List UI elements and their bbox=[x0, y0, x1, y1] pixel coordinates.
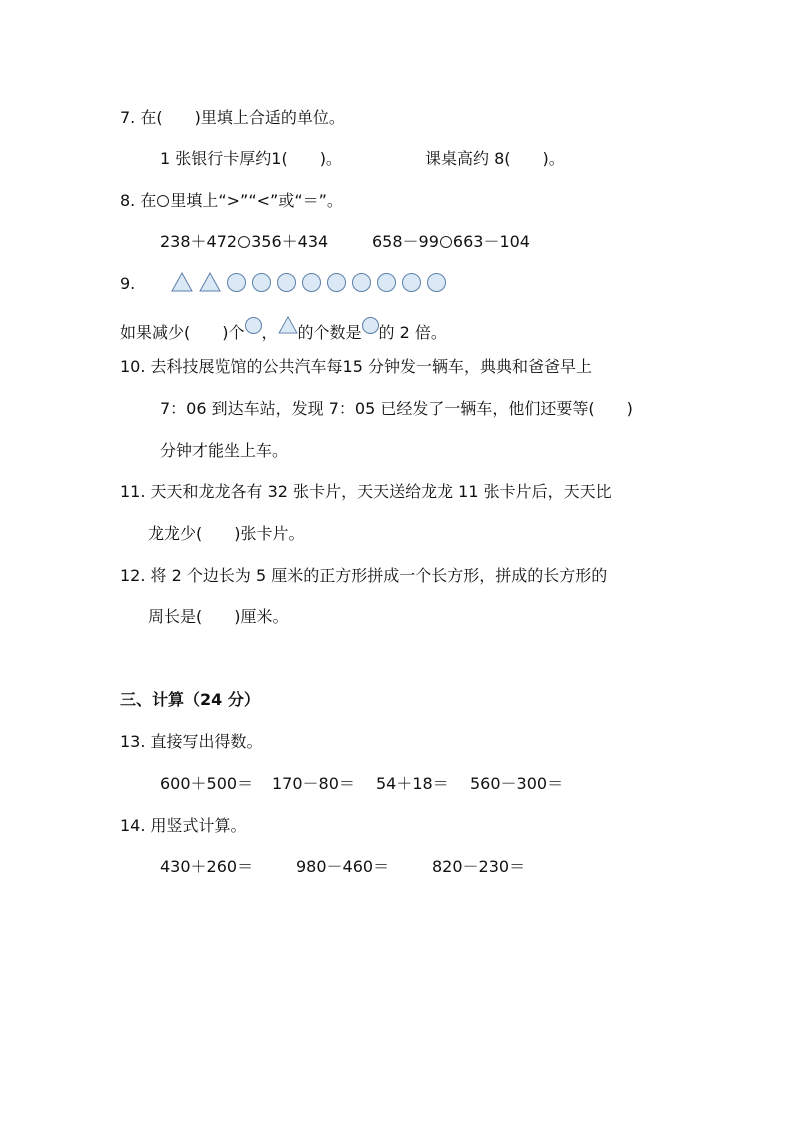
q7-item-a: 1 张银行卡厚约1( )。 bbox=[160, 149, 342, 168]
circle-icon bbox=[245, 317, 262, 334]
circle-icon bbox=[277, 273, 296, 292]
q10-line2: 7：06 到达车站，发现 7：05 已经发了一辆车，他们还要等( ) bbox=[160, 399, 633, 418]
triangle-icon bbox=[171, 272, 193, 292]
expr-a-right: 356＋434 bbox=[251, 232, 329, 251]
q9-text-c: 的个数是 bbox=[297, 323, 362, 342]
q9-text-d: 的 2 倍。 bbox=[378, 323, 447, 342]
q13-item: 170－80＝ bbox=[272, 774, 355, 793]
circle-icon bbox=[352, 273, 371, 292]
triangle-icon bbox=[278, 316, 298, 334]
q12-line2: 周长是( )厘米。 bbox=[148, 607, 289, 626]
q13-item: 560－300＝ bbox=[470, 774, 564, 793]
compare-circle-icon bbox=[157, 195, 169, 207]
circle-icon bbox=[427, 273, 446, 292]
q9-shapes-row bbox=[171, 270, 446, 294]
q9-number: 9. bbox=[120, 274, 136, 293]
circle-icon bbox=[252, 273, 271, 292]
q10-line1: 10. 去科技展览馆的公共汽车每15 分钟发一辆车，典典和爸爸早上 bbox=[120, 357, 592, 376]
q12-line1: 12. 将 2 个边长为 5 厘米的正方形拼成一个长方形，拼成的长方形的 bbox=[120, 566, 608, 585]
q7-item-b: 课桌高约 8( )。 bbox=[425, 149, 565, 168]
circle-icon bbox=[362, 317, 379, 334]
q8-expression-b bbox=[372, 231, 530, 253]
q9-text-a: 如果减少( )个 bbox=[120, 323, 245, 342]
compare-circle-icon bbox=[238, 236, 250, 248]
section-heading: 三、计算（24 分） bbox=[120, 690, 260, 709]
q14-item: 430＋260＝ bbox=[160, 857, 254, 876]
q14-item: 820－230＝ bbox=[432, 857, 526, 876]
q11-line1: 11. 天天和龙龙各有 32 张卡片，天天送给龙龙 11 张卡片后，天天比 bbox=[120, 482, 612, 501]
circle-icon bbox=[402, 273, 421, 292]
q10-line3: 分钟才能坐上车。 bbox=[160, 441, 289, 460]
triangle-icon bbox=[199, 272, 221, 292]
circle-icon bbox=[327, 273, 346, 292]
q9-text-b: ， bbox=[261, 323, 278, 342]
q9-question bbox=[120, 316, 447, 344]
expr-b-right: 663－104 bbox=[452, 232, 530, 251]
q14-item: 980－460＝ bbox=[296, 857, 390, 876]
q13-item: 600＋500＝ bbox=[160, 774, 254, 793]
q14-title: 14. 用竖式计算。 bbox=[120, 816, 247, 835]
q13-item: 54＋18＝ bbox=[376, 774, 449, 793]
q8-title-suffix: 里填上“>”“<”或“＝”。 bbox=[170, 191, 343, 210]
q8-title-prefix: 8. 在 bbox=[120, 191, 157, 210]
expr-a-left: 238＋472 bbox=[160, 232, 238, 251]
q13-title: 13. 直接写出得数。 bbox=[120, 732, 263, 751]
compare-circle-icon bbox=[440, 236, 452, 248]
q11-line2: 龙龙少( )张卡片。 bbox=[148, 524, 305, 543]
q7-title: 7. 在( )里填上合适的单位。 bbox=[120, 108, 345, 127]
expr-b-left: 658－99 bbox=[372, 232, 439, 251]
q8-expression-a bbox=[160, 231, 328, 253]
q8-title bbox=[120, 190, 343, 212]
circle-icon bbox=[377, 273, 396, 292]
circle-icon bbox=[302, 273, 321, 292]
circle-icon bbox=[227, 273, 246, 292]
